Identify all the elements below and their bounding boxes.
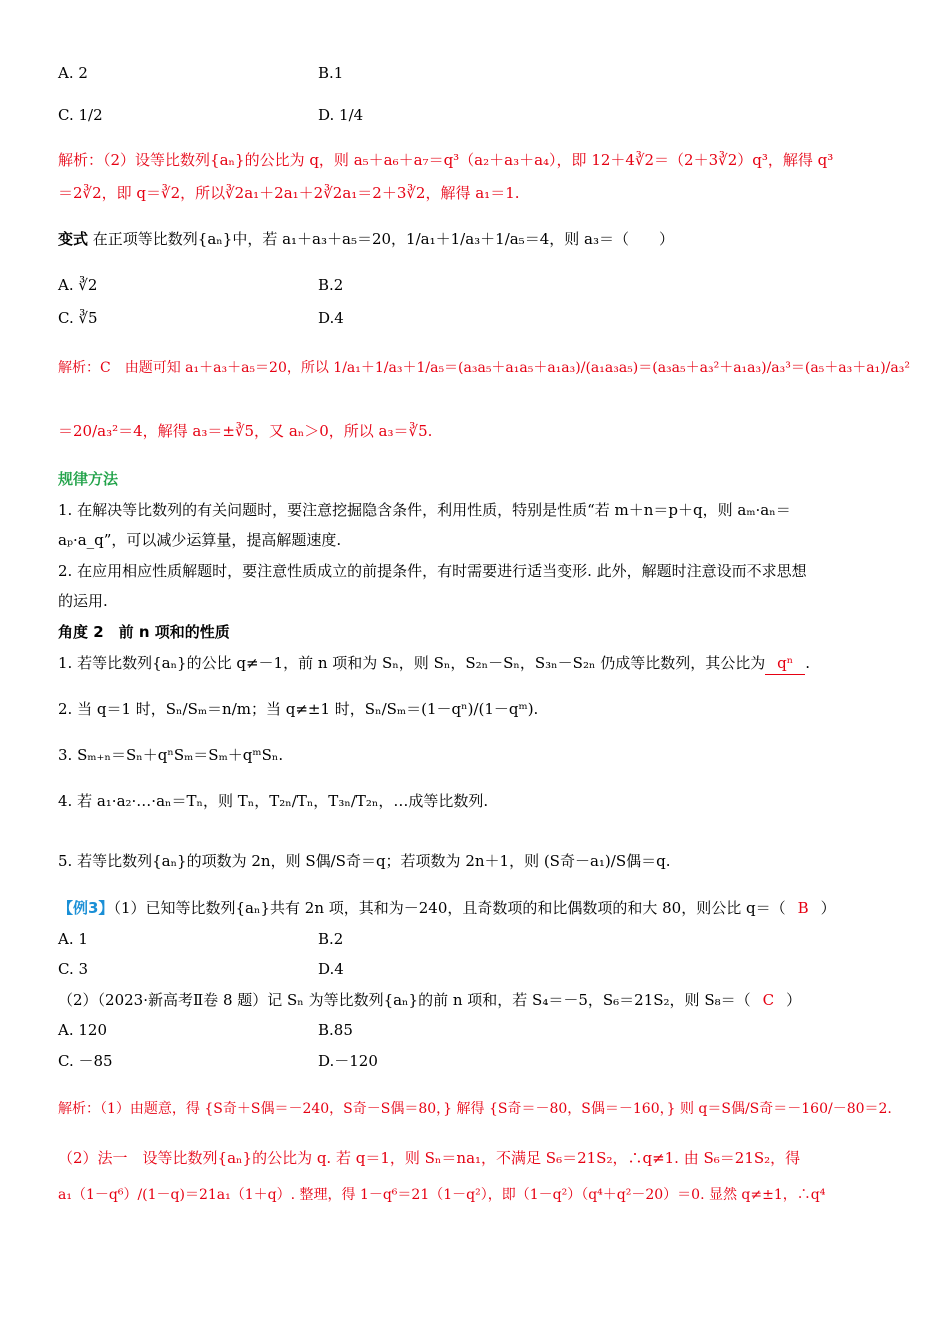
section-heading: 角度 2 前 n 项和的性质 [58,623,230,641]
example-3-text: （1）已知等比数列{aₙ}共有 2n 项，其和为－240，且奇数项的和比偶数项的和大 80，则公比 q＝（ [113,899,786,917]
property-1-answer: qⁿ [765,652,805,675]
example-3-question [58,897,910,919]
variant-label: 变式 [58,230,89,248]
method-text-2: aₚ·a_q”，可以减少运算量，提高解题速度. [58,531,342,549]
option-b: B.1 [318,64,344,82]
part2-option-b: B.85 [318,1021,353,1039]
example-tag: 【例3】 [58,899,114,917]
example-3-part2 [58,989,910,1011]
variant-solution-2: ＝20/a₃²＝4，解得 a₃＝±∛5，又 aₙ＞0，所以 a₃＝∛5. [58,422,433,440]
example-3-part2-text: （2）（2023·新高考Ⅱ卷 8 题）记 Sₙ 为等比数列{aₙ}的前 n 项和，若 S₄＝－5，S₆＝21S₂，则 S₈＝（ [58,991,751,1009]
example-solution-3: a₁（1－q⁶）/(1－q)＝21a₁（1＋q）. 整理，得 1－q⁶＝21（1－q²），即（1－q²）（q⁴＋q²－20）＝0. 显然 q≠±1，∴q⁴ [58,1187,826,1203]
part2-option-c: C. －85 [58,1052,113,1070]
variant-solution-1: 解析：C 由题可知 a₁＋a₃＋a₅＝20，所以 1/a₁＋1/a₃＋1/a₅＝(a₃a₅＋a₁a₅＋a₁a₃)/(a₁a₃a₅)＝(a₃a₅＋a₃²＋a₁a₃)/a₃³＝(a₅＋a₃＋a₁)/a₃² [58,360,910,376]
example-solution-1: 解析：（1）由题意，得 {S奇＋S偶＝－240，S奇－S偶＝80，} 解得 {S奇＝－80，S偶＝－160，} 则 q＝S偶/S奇＝－160/－80＝2. [58,1101,892,1117]
method-text-4: 的运用. [58,592,108,610]
example-3-part2-close: ） [786,991,802,1009]
example-solution-2: （2）法一 设等比数列{aₙ}的公比为 q. 若 q＝1，则 Sₙ＝na₁，不满足 S₆＝21S₂，∴q≠1. 由 S₆＝21S₂，得 [58,1149,801,1167]
option-c: C. 1/2 [58,106,103,124]
example-3-part2-answer: C [762,991,775,1009]
variant-option-a: A. ∛2 [58,276,98,294]
property-5: 5. 若等比数列{aₙ}的项数为 2n，则 S偶/S奇＝q；若项数为 2n＋1，则 (S奇－a₁)/S偶＝q. [58,852,671,870]
part2-option-d: D.－120 [318,1052,378,1070]
property-3: 3. Sₘ₊ₙ＝Sₙ＋qⁿSₘ＝Sₘ＋qᵐSₙ. [58,746,284,764]
option-d: D. 1/4 [318,106,364,124]
option-a: A. 2 [58,64,88,82]
solution-line-1: 解析：（2）设等比数列{aₙ}的公比为 q，则 a₅＋a₆＋a₇＝q³（a₂＋a₃＋a₄），即 12＋4∛2＝（2＋3∛2）q³，解得 q³ [58,151,834,169]
example-3-answer: B [797,899,809,917]
solution-line-2: ＝2∛2，即 q＝∛2，所以∛2a₁＋2a₁＋2∛2a₁＝2＋3∛2，解得 a₁＝1. [58,184,520,202]
property-1 [58,652,910,675]
variant-option-d: D.4 [318,309,344,327]
property-2: 2. 当 q＝1 时，Sₙ/Sₘ＝n/m；当 q≠±1 时，Sₙ/Sₘ＝(1－qⁿ)/(1－qᵐ). [58,700,539,718]
method-text-1: 1. 在解决等比数列的有关问题时，要注意挖掘隐含条件，利用性质，特别是性质“若 m＋n＝p＋q，则 aₘ·aₙ＝ [58,501,791,519]
variant-option-b: B.2 [318,276,344,294]
property-4: 4. 若 a₁·a₂·…·aₙ＝Tₙ，则 Tₙ，T₂ₙ/Tₙ，T₃ₙ/T₂ₙ，…成等比数列. [58,792,489,810]
variant-question [58,228,910,250]
example-option-d: D.4 [318,960,344,978]
example-3-close: ） [820,899,836,917]
property-1-text: 1. 若等比数列{aₙ}的公比 q≠－1，前 n 项和为 Sₙ，则 Sₙ，S₂ₙ－Sₙ，S₃ₙ－S₂ₙ 仍成等比数列，其公比为 [58,654,766,672]
variant-option-c: C. ∛5 [58,309,98,327]
example-option-b: B.2 [318,930,344,948]
variant-text: 在正项等比数列{aₙ}中，若 a₁＋a₃＋a₅＝20，1/a₁＋1/a₃＋1/a₅＝4，则 a₃＝（ ） [92,230,674,248]
method-text-3: 2. 在应用相应性质解题时，要注意性质成立的前提条件，有时需要进行适当变形. 此外，解题时注意设而不求思想 [58,562,807,580]
example-option-a: A. 1 [58,930,88,948]
method-heading: 规律方法 [58,470,119,488]
example-option-c: C. 3 [58,960,89,978]
part2-option-a: A. 120 [58,1021,107,1039]
property-1-end: . [805,654,810,672]
